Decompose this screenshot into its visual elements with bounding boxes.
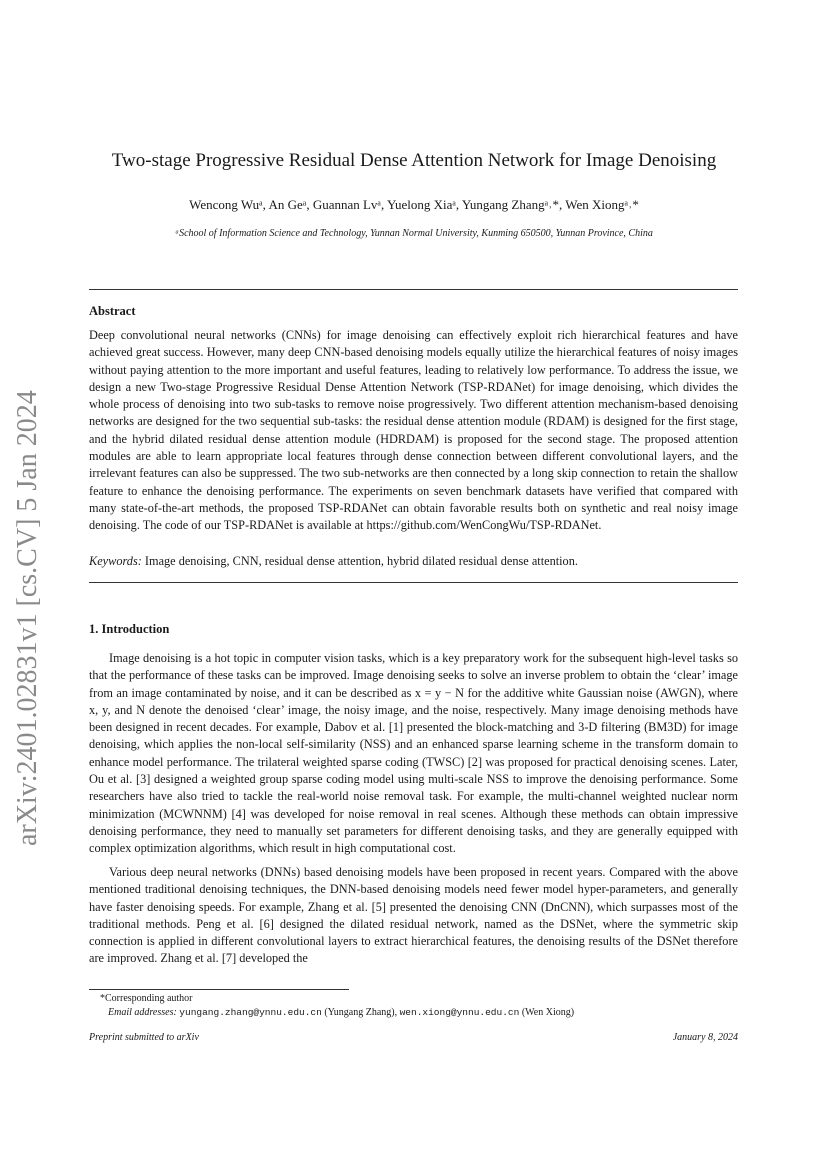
keywords-line: [89, 553, 738, 570]
abstract-heading: Abstract: [89, 304, 136, 318]
email-label: Email addresses:: [108, 1007, 177, 1018]
footer-right: January 8, 2024: [672, 1032, 738, 1043]
footnote-corresponding: *Corresponding author: [100, 993, 193, 1004]
keywords-label: Keywords:: [89, 554, 142, 568]
rule-top: [89, 289, 738, 290]
rule-bottom: [89, 582, 738, 583]
intro-heading: 1. Introduction: [89, 622, 170, 636]
paper-title: Two-stage Progressive Residual Dense Attention Network for Image Denoising: [111, 150, 717, 171]
footer-left: Preprint submitted to arXiv: [89, 1032, 199, 1043]
intro-paragraph-2: Various deep neural networks (DNNs) based denoising models have been proposed in recent years. Compared with the above mentioned traditional denoising techniques, the DNN-based denoising models need fewer model hyper-parameters, and generally have faster denoising speeds. For example, Zhang et al. [5] presented the denoising CNN (DnCNN), which surpasses most of the traditional methods. Peng et al. [6] designed the dilated residual network, named as the DSNet, where the symmetric skip connection is applied in different convolutional layers to extract hierarchical features, the denoising results of the DSNet therefore are improved. Zhang et al. [7] developed the: [89, 865, 738, 966]
author-list: Wencong Wuᵃ, An Geᵃ, Guannan Lvᵃ, Yuelong Xiaᵃ, Yungang Zhangᵃ˒*, Wen Xiongᵃ˒*: [189, 197, 639, 212]
arxiv-side-label: arXiv:2401.02831v1 [cs.CV] 5 Jan 2024: [12, 390, 43, 846]
email-name-2: (Wen Xiong): [521, 1007, 575, 1018]
email-link-2[interactable]: wen.xiong@ynnu.edu.cn: [399, 1007, 520, 1018]
email-name-1: (Yungang Zhang),: [324, 1007, 398, 1018]
abstract-text: Deep convolutional neural networks (CNNs) for image denoising can effectively exploit rich hierarchical features and have achieved great success. However, many deep CNN-based denoising models equally utilize the hierarchical features of noisy images without paying attention to the more important and useful features, leading to relatively low performance. To address the issue, we design a new Two-stage Progressive Residual Dense Attention Network (TSP-RDANet) for image denoising, which divides the whole process of denoising into two sub-tasks to remove noise progressively. Two different attention mechanism-based denoising networks are designed for the two sequential sub-tasks: the residual dense attention module (RDAM) is designed for the first stage, and the hybrid dilated residual dense attention module (HDRDAM) is proposed for the second stage. The proposed attention modules are able to learn appropriate local features through dense connection between different convolutional layers, and the irrelevant features can also be suppressed. The two sub-networks are then connected by a long skip connection to retain the shallow feature to enhance the denoising performance. The experiments on seven benchmark datasets have verified that compared with many state-of-the-art methods, the proposed TSP-RDANet can obtain favorable results both on synthetic and real noisy image denoising. The code of our TSP-RDANet is available at https://github.com/WenCongWu/TSP-RDANet.: [89, 328, 738, 533]
intro-paragraph-1: Image denoising is a hot topic in computer vision tasks, which is a key preparatory work for the subsequent high-level tasks so that the performance of these tasks can be improved. Image denoising seeks to solve an inverse problem to obtain the ‘clear’ image from an image contaminated by noise, and it can be described as x = y − N for the additive white Gaussian noise (AWGN), where x, y, and N denote the denoised ‘clear’ image, the noisy image, and the noise, respectively. Many image denoising methods have been designed in recent decades. For example, Dabov et al. [1] presented the block-matching and 3-D filtering (BM3D) for image denoising, which applies the non-local self-similarity (NSS) and an enhanced sparse learning scheme in the transform domain to enhance model performance. The trilateral weighted sparse coding (TWSC) [2] was proposed for practical denoising scenes. Later, Ou et al. [3] designed a weighted group sparse coding model using multi-scale NSS to improve the denoising performance. Some researchers have also tried to tackle the real-world noise removal task. For example, the multi-channel weighted nuclear norm minimization (MCWNNM) [4] was developed for noise removal in real scenes. Although these methods can obtain impressive denoising performance, they need to manually set parameters for different denoising tasks, and they are generally equipped with complex optimization algorithms, which result in high computational cost.: [89, 651, 738, 856]
affiliation: ᵃSchool of Information Science and Technology, Yunnan Normal University, Kunming 650500, Yunnan Province, China: [175, 228, 653, 239]
footnote-emails: [108, 1006, 574, 1020]
email-link-1[interactable]: yungang.zhang@ynnu.edu.cn: [179, 1007, 322, 1018]
keywords-text: Image denoising, CNN, residual dense attention, hybrid dilated residual dense attention.: [144, 554, 578, 568]
footnote-rule: [89, 989, 349, 990]
arxiv-side-label-wrap: [8, 376, 48, 846]
